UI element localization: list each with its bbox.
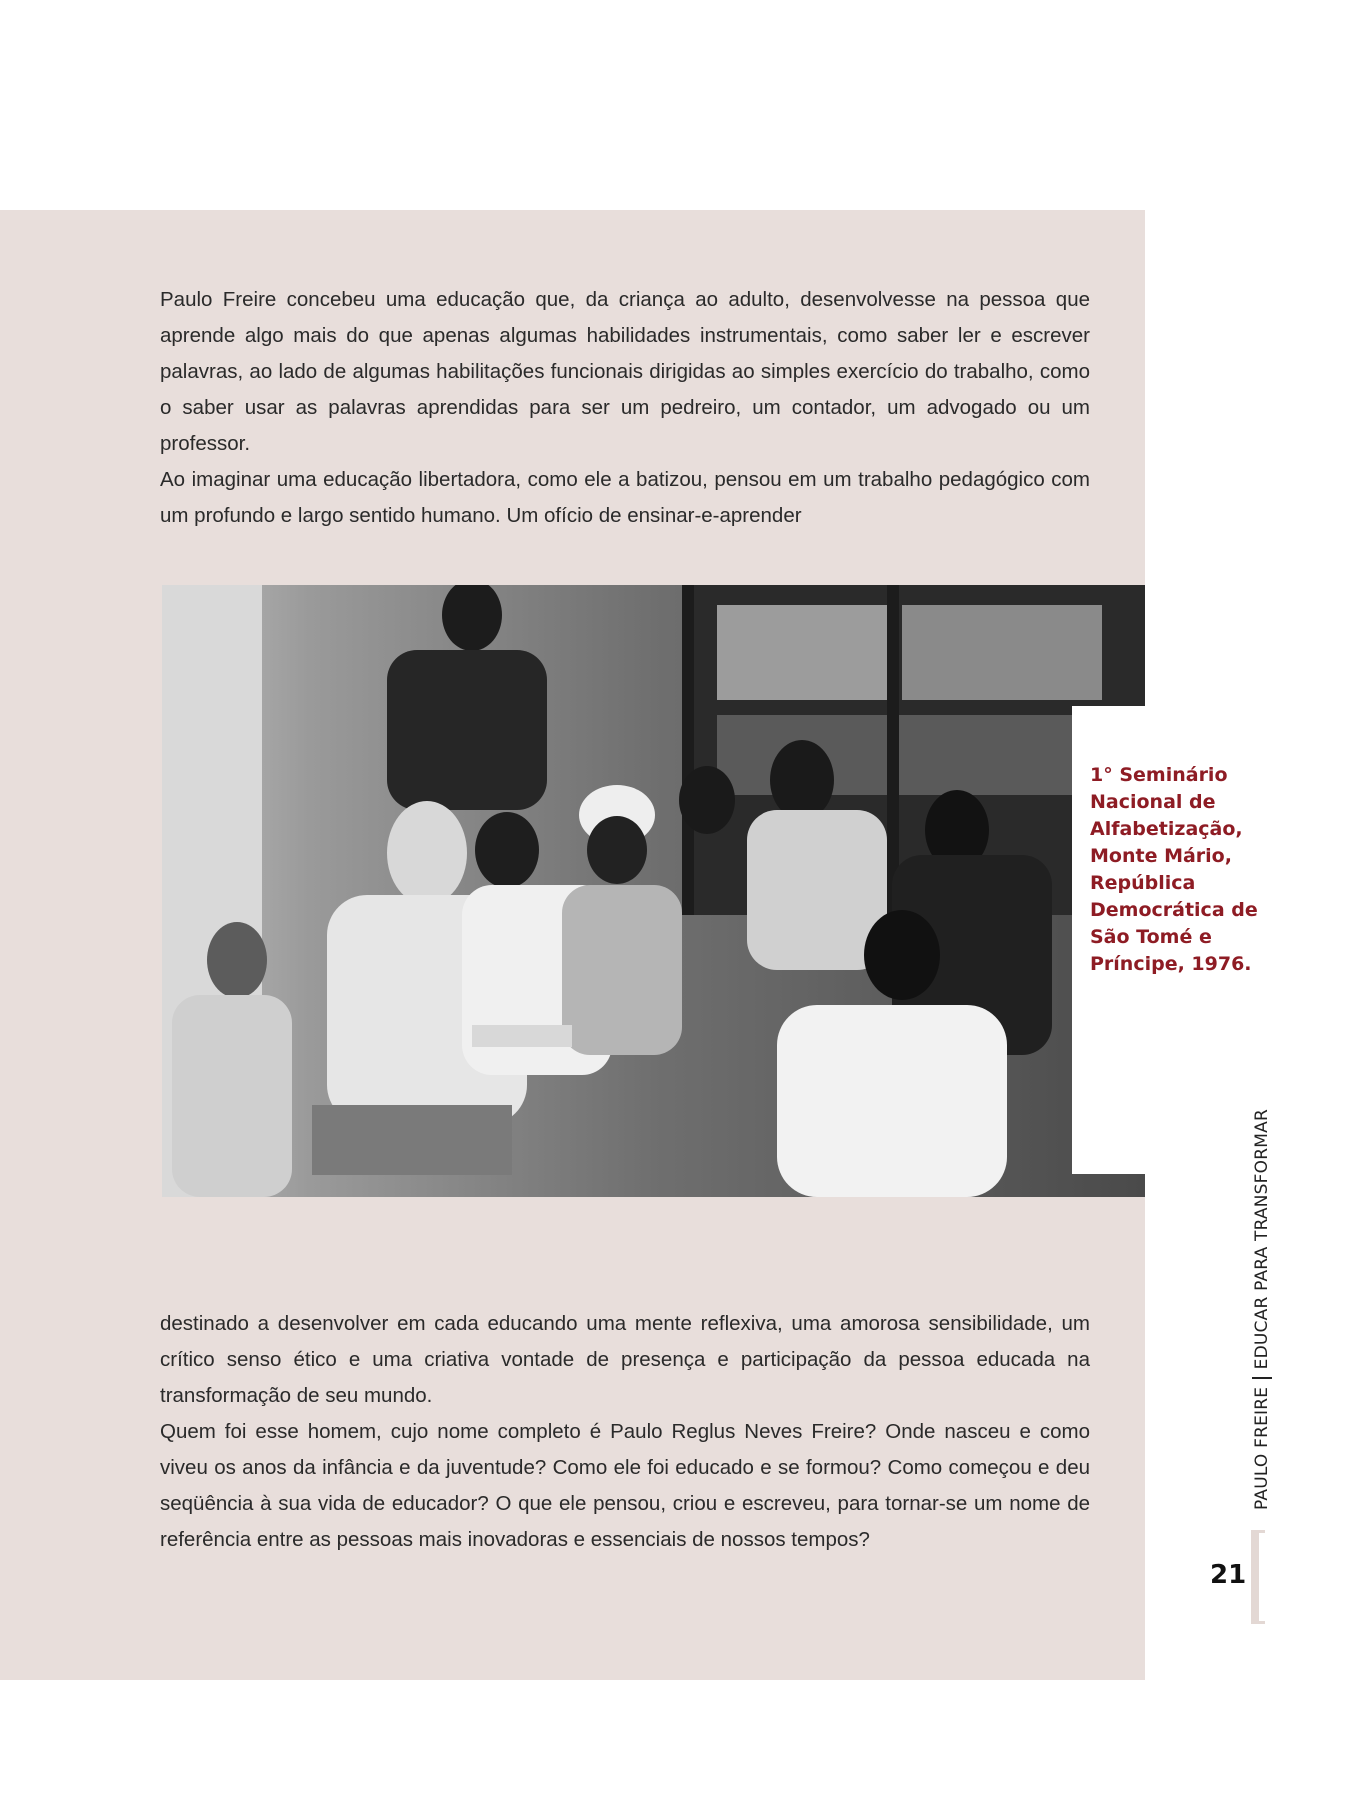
running-head-title: EDUCAR PARA TRANSFORMAR <box>1252 1109 1272 1370</box>
page-number: 21 <box>1210 1560 1247 1590</box>
body-text-top <box>160 282 1090 534</box>
group-photo-icon <box>162 585 1145 1197</box>
bracket-decoration <box>1251 1530 1265 1624</box>
running-head-separator <box>1252 1377 1272 1379</box>
paragraph: Quem foi esse homem, cujo nome completo é Paulo Reglus Neves Freire? Onde nasceu e como viveu os anos da infância e da juventude? Como ele foi educado e se formou? Como começou e deu seqüência à sua vida de educador? O que ele pensou, criou e escreveu, para tornar-se um nome de referência entre as pessoas mais inovadoras e essenciais de nossos tempos? <box>160 1420 1090 1551</box>
historical-photo <box>162 585 1145 1197</box>
paragraph: Paulo Freire concebeu uma educação que, da criança ao adulto, desenvolvesse na pessoa que aprende algo mais do que apenas algumas habilidades instrumentais, como saber ler e escrever palavras, ao lado de algumas habilitações funcionais dirigidas ao simples exercício do trabalho, como o saber usar as palavras aprendidas para ser um pedreiro, um contador, um advogado ou um professor. <box>160 288 1090 455</box>
paragraph: destinado a desenvolver em cada educando uma mente reflexiva, uma amorosa sensibilidade, um crítico senso ético e uma criativa vontade de presença e participação da pessoa educada na transformação de seu mundo. <box>160 1312 1090 1407</box>
running-head <box>1252 1109 1272 1510</box>
body-text-bottom <box>160 1306 1090 1558</box>
running-head-author: PAULO FREIRE <box>1252 1386 1272 1510</box>
photo-caption: 1° Seminário Nacional de Alfabetização, Monte Mário, República Democrática de São Tomé e Príncipe, 1976. <box>1090 764 1258 975</box>
paragraph: Ao imaginar uma educação libertadora, como ele a batizou, pensou em um trabalho pedagógico com um profundo e largo sentido humano. Um ofício de ensinar-e-aprender <box>160 468 1090 527</box>
